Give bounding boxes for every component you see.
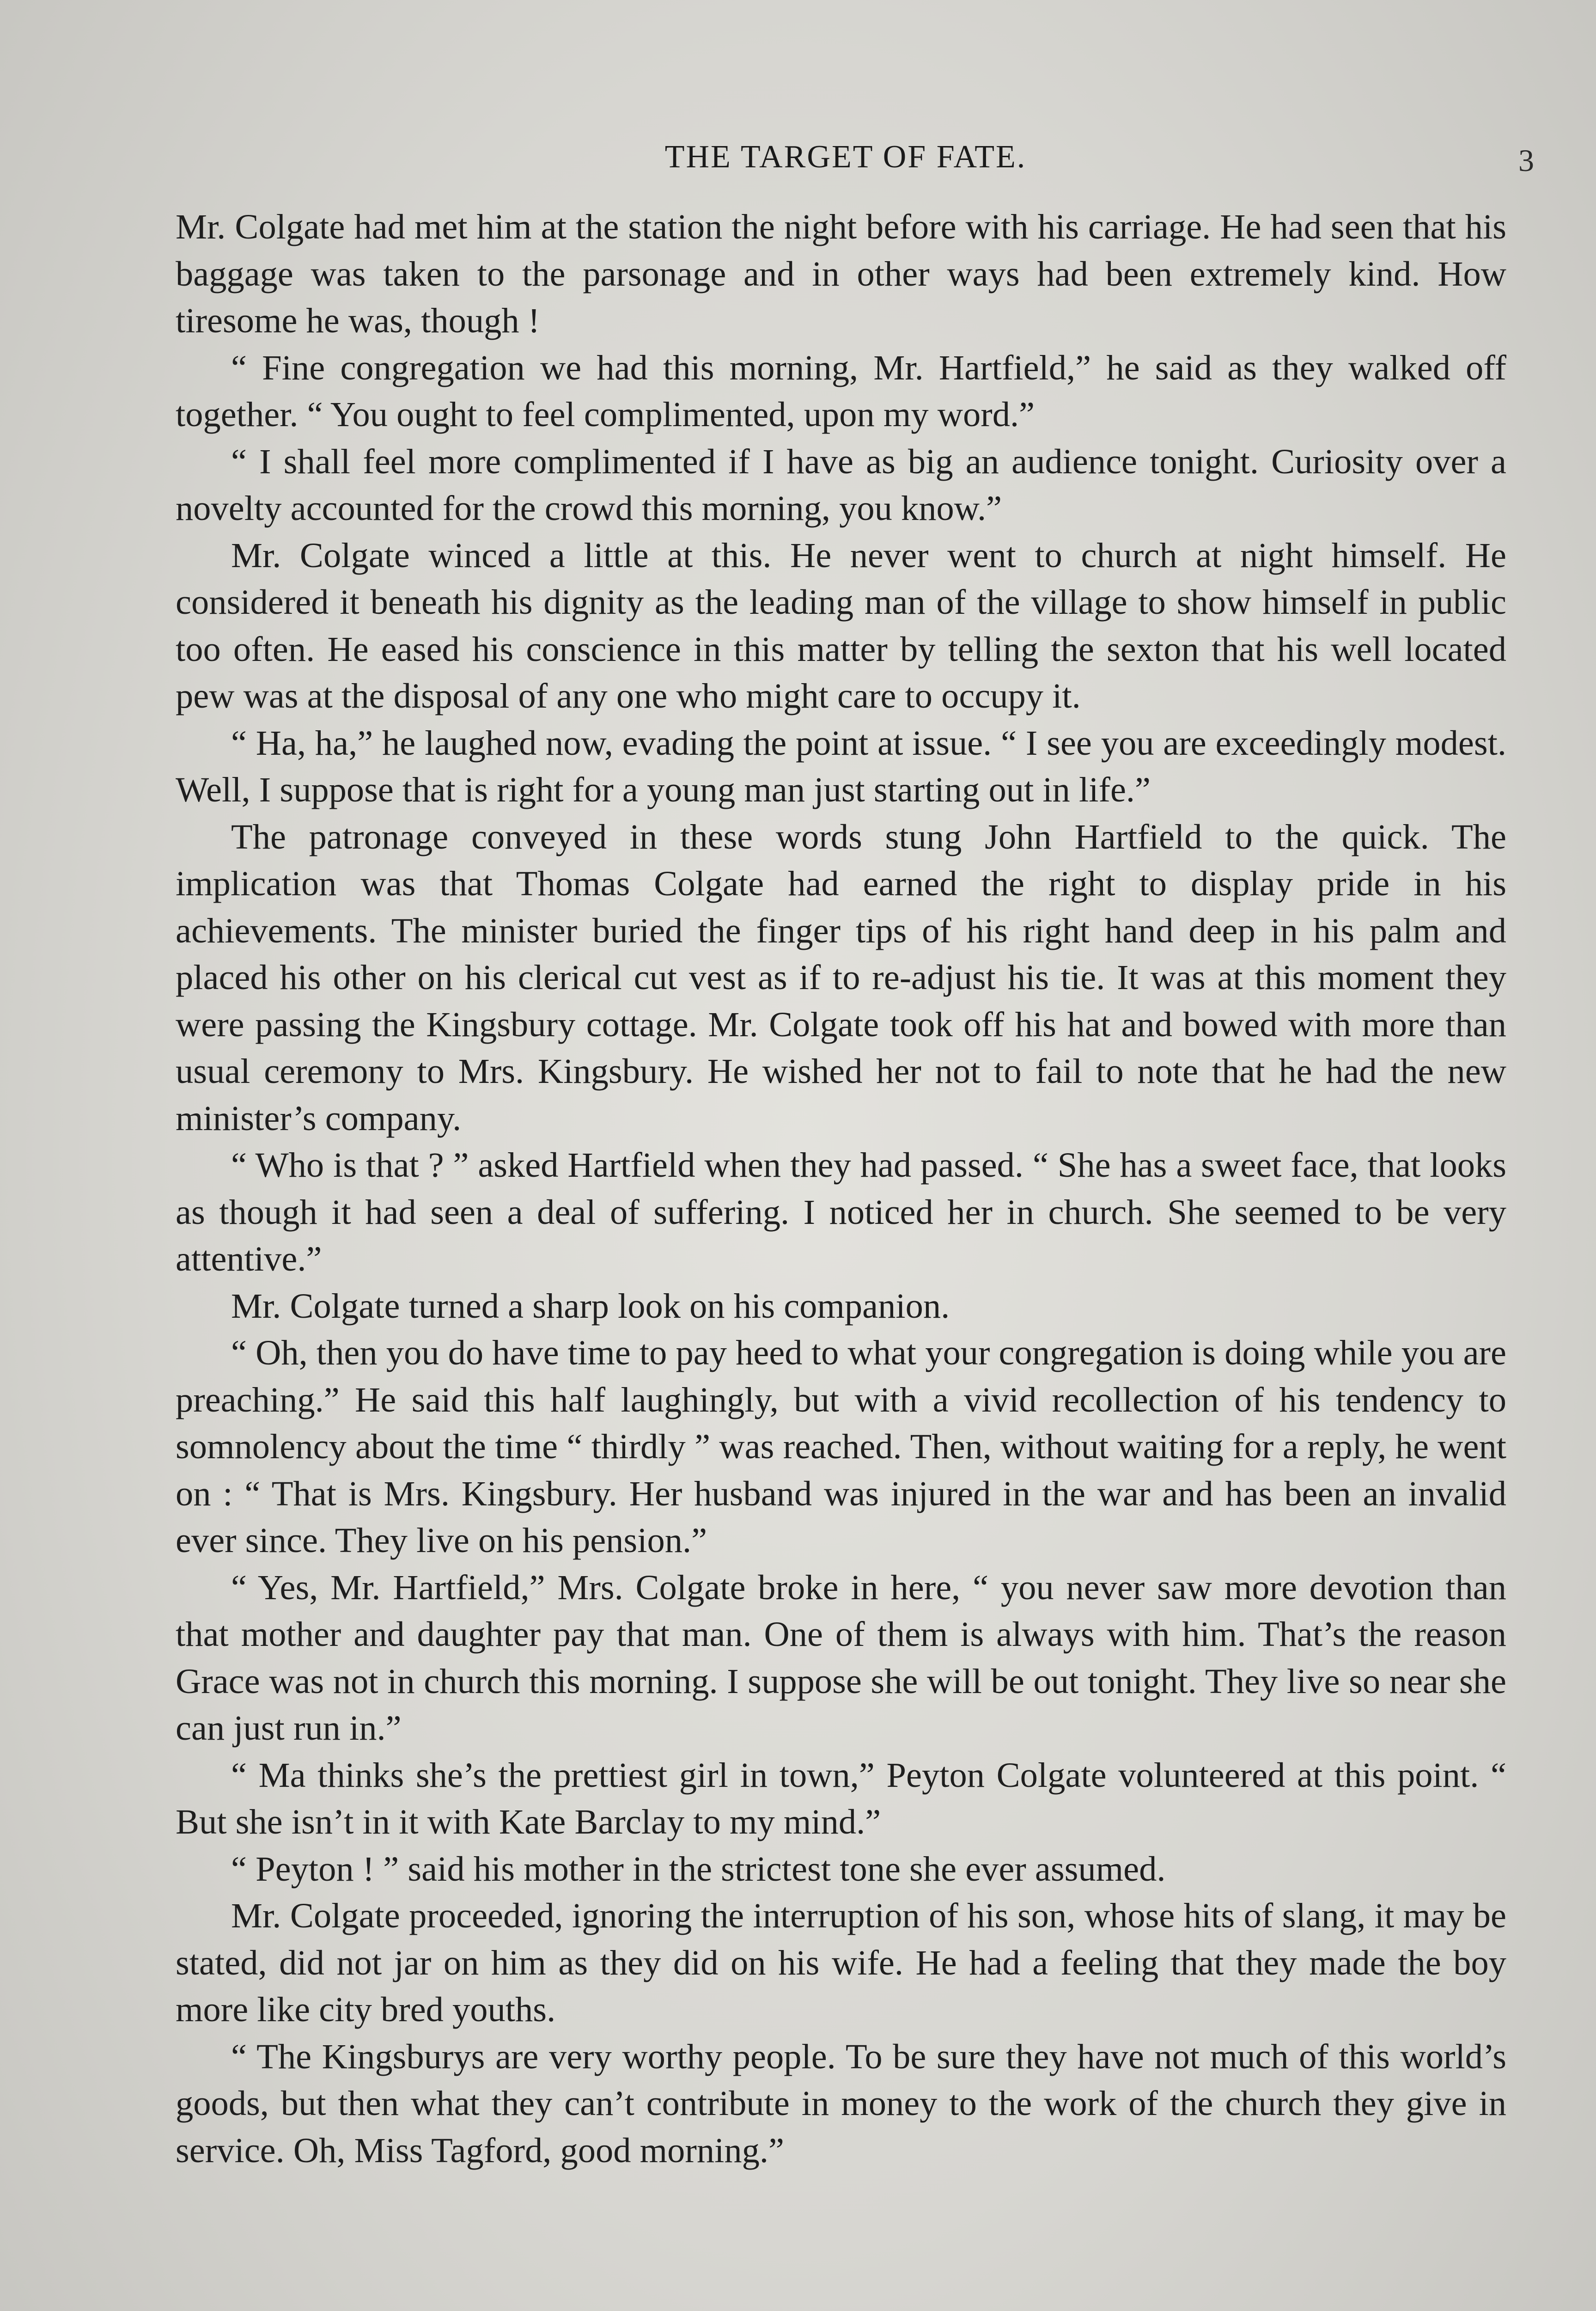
- paragraph: “ Ma thinks she’s the prettiest girl in town,” Peyton Colgate volunteered at this point. “ But she isn’t in it with Kate Barclay to my mind.”: [176, 1755, 1506, 1841]
- paragraph: Mr. Colgate proceeded, ignoring the interruption of his son, whose hits of slang, it may be stated, did not jar on him as they did on his wife. He had a feeling that they made the boy more like city bred youths.: [176, 1896, 1506, 2029]
- paragraph: “ Oh, then you do have time to pay heed to what your congregation is doing while you are preaching.” He said this half laughingly, but with a vivid recollection of his tendency to somnolency about the time “ thirdly ” was reached. Then, without waiting for a reply, he went on : “ That is Mrs. Kingsbury. Her husband was injured in the war and has been an invalid ever since. They live on his pension.”: [176, 1333, 1506, 1560]
- paragraph: “ Yes, Mr. Hartfield,” Mrs. Colgate broke in here, “ you never saw more devotion than that mother and daughter pay that man. One of them is always with him. That’s the reason Grace was not in church this morning. I suppose she will be out tonight. They live so near she can just run in.”: [176, 1567, 1506, 1748]
- paragraph: “ Fine congregation we had this morning, Mr. Hartfield,” he said as they walked off together. “ You ought to feel complimented, upon my word.”: [176, 348, 1506, 434]
- paragraph: The patronage conveyed in these words stung John Hartfield to the quick. The implication was that Thomas Colgate had earned the right to display pride in his achievements. The minister buried the finger tips of his right hand deep in his palm and placed his other on his clerical cut vest as if to re-adjust his tie. It was at this moment they were passing the Kingsbury cottage. Mr. Colgate took off his hat and bowed with more than usual ceremony to Mrs. Kingsbury. He wished her not to fail to note that he had the new minister’s company.: [176, 817, 1506, 1138]
- paragraph: “ Who is that ? ” asked Hartfield when they had passed. “ She has a sweet face, that looks as though it had seen a deal of suffering. I noticed her in church. She seemed to be very attentive.”: [176, 1145, 1506, 1278]
- paragraph: Mr. Colgate turned a sharp look on his companion.: [231, 1286, 950, 1326]
- paragraph: “ Peyton ! ” said his mother in the strictest tone she ever assumed.: [231, 1849, 1166, 1889]
- paragraph: Mr. Colgate winced a little at this. He never went to church at night himself. He considered it beneath his dignity as the leading man of the village to show himself in public too often. He eased his conscience in this matter by telling the sexton that his well located pew was at the disposal of any one who might care to occupy it.: [176, 535, 1506, 715]
- paragraph: “ Ha, ha,” he laughed now, evading the point at issue. “ I see you are exceedingly modest. Well, I suppose that is right for a young man just starting out in life.”: [176, 723, 1506, 809]
- running-head: [176, 139, 1534, 190]
- paragraph: Mr. Colgate had met him at the station the night before with his carriage. He had seen that his baggage was taken to the parsonage and in other ways had been extremely kind. How tiresome he was, though !: [176, 207, 1506, 340]
- book-title: THE TARGET OF FATE.: [664, 139, 1027, 175]
- body-text: [176, 203, 1506, 2174]
- page-number: 3: [1518, 143, 1534, 178]
- paragraph: “ I shall feel more complimented if I have as big an audience tonight. Curiosity over a novelty accounted for the crowd this morning, you know.”: [176, 441, 1506, 528]
- paragraph: “ The Kingsburys are very worthy people. To be sure they have not much of this world’s goods, but then what they can’t contribute in money to the work of the church they give in service. Oh, Miss Tagford, good morning.”: [176, 2036, 1506, 2170]
